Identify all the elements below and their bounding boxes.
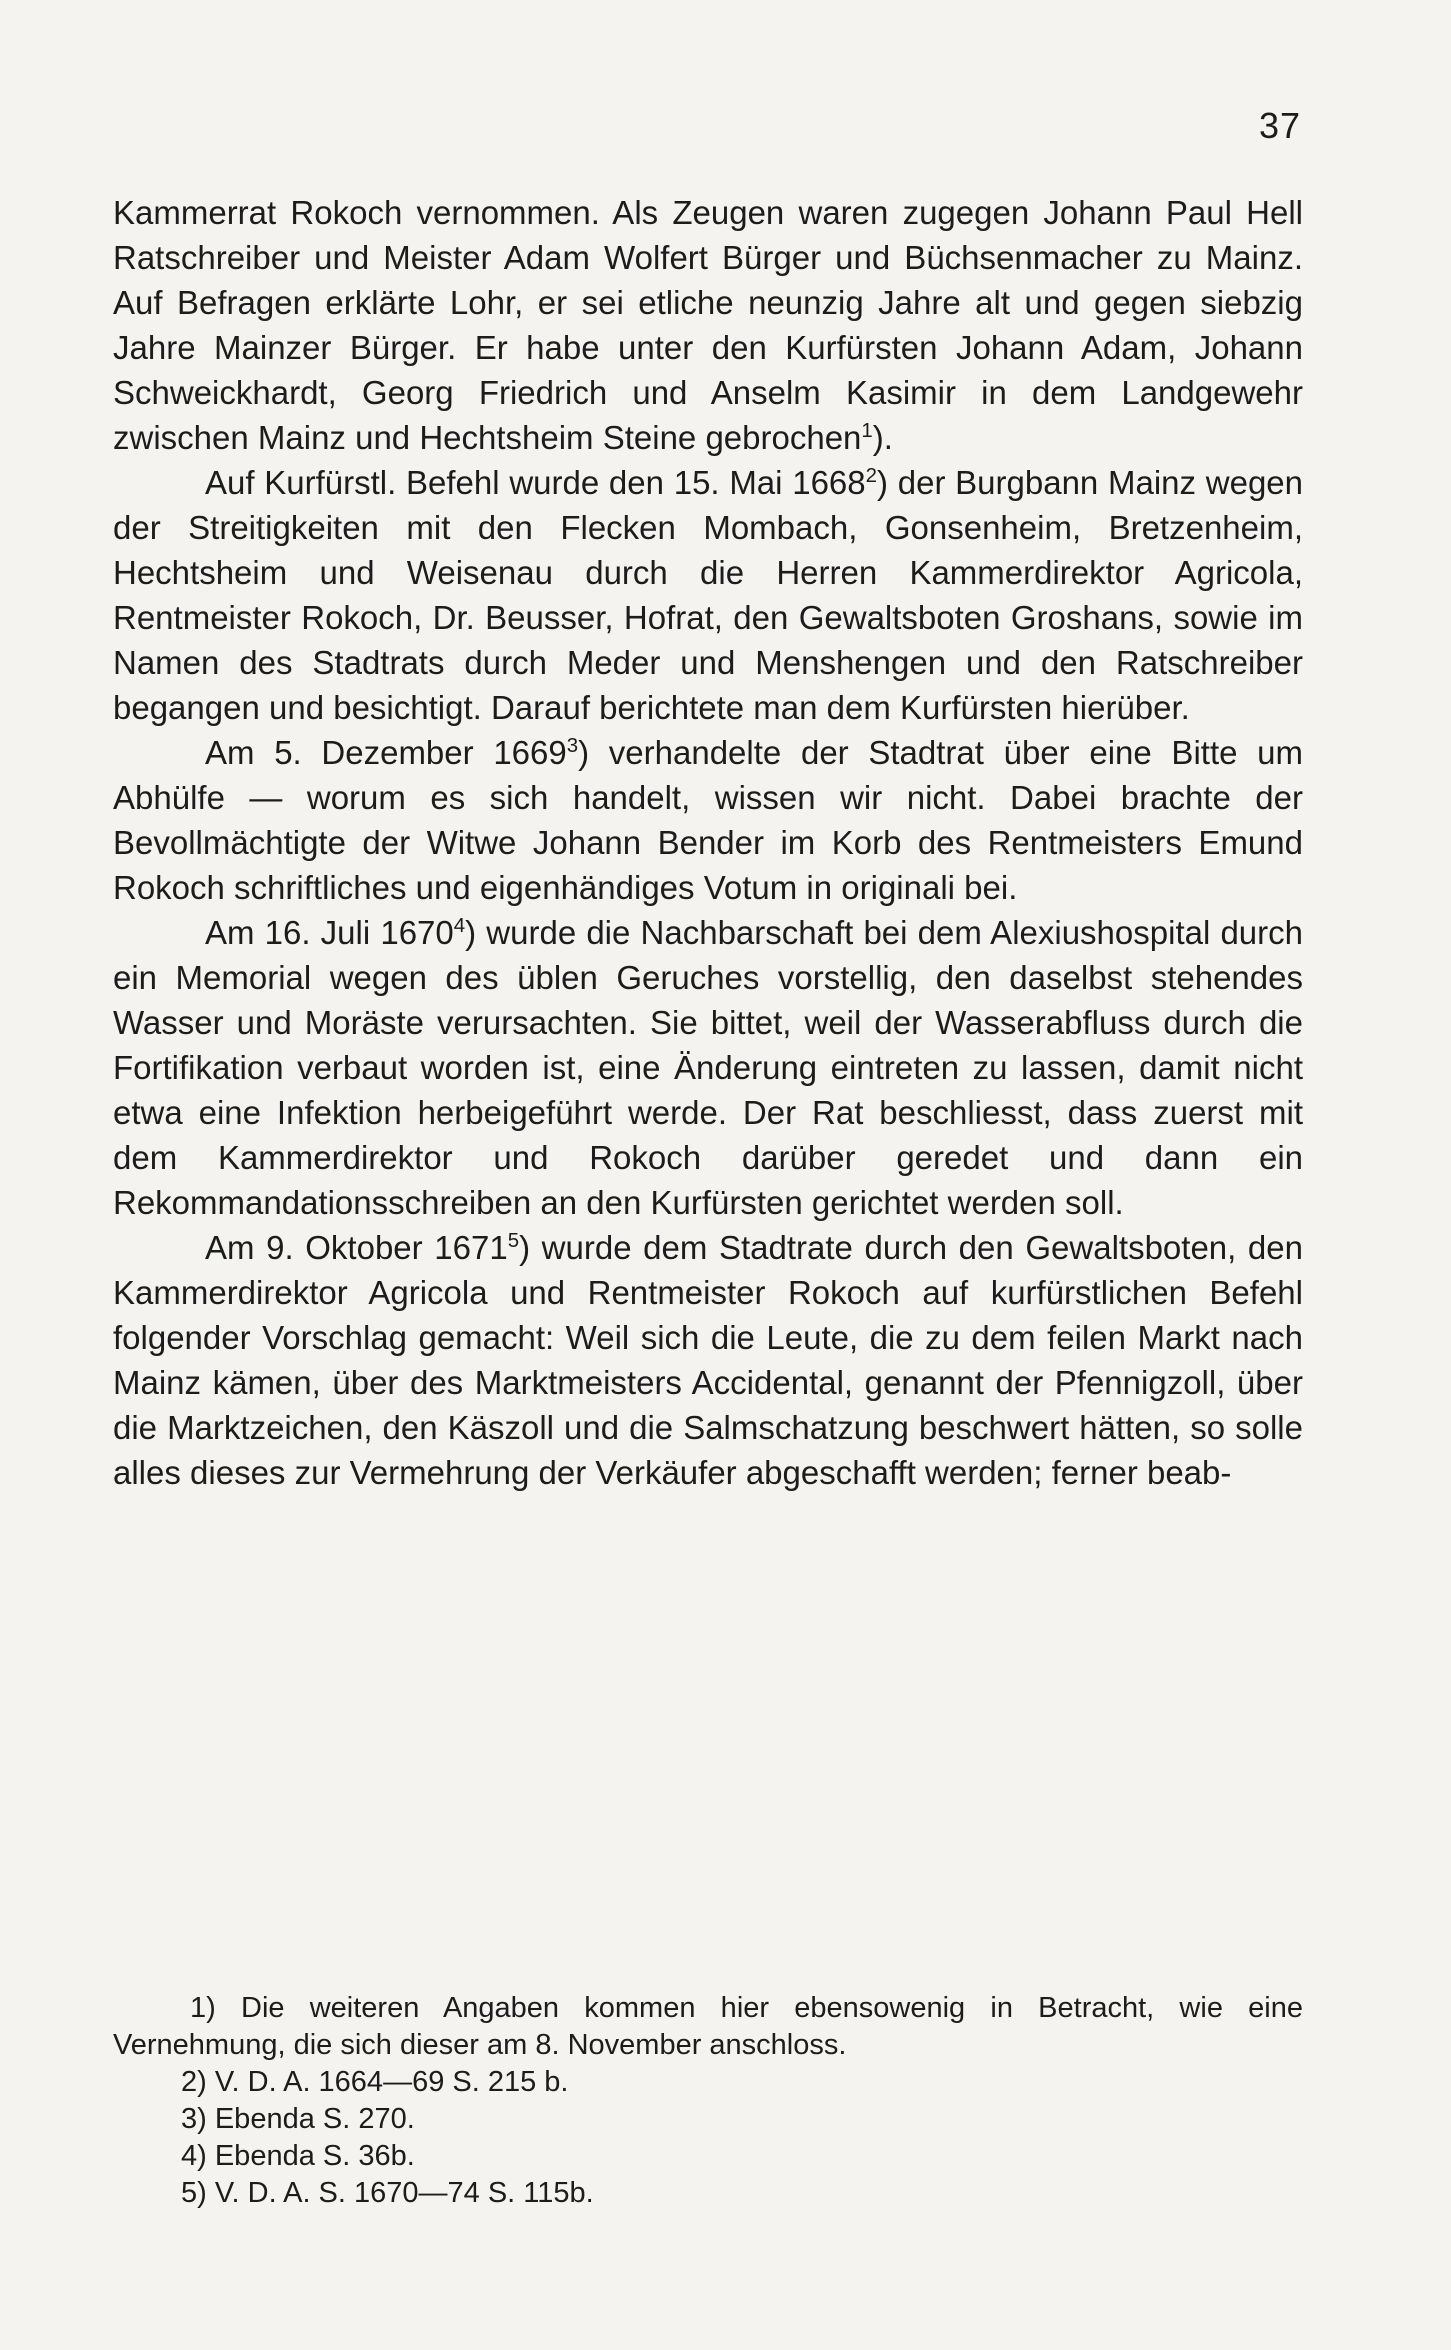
paragraph-text: ) der Burgbann Mainz wegen der Streitigkeiten mit den Flecken Mombach, Gonsenheim, Bretzenheim, Hechtsheim und Weisenau durch die Herren Kammerdirektor Agricola, Rentmeister Rokoch, Dr. Beusser, Hofrat, den Gewaltsboten Groshans, sowie im Namen des Stadtrats durch Meder und Menshengen und den Ratschreiber begangen und besichtigt. Darauf berichtete man dem Kurfürsten hierüber.: [113, 464, 1304, 726]
footnote-ref: 4: [453, 914, 466, 937]
footnote-ref: 2: [865, 464, 878, 487]
footnote: 4) Ebenda S. 36b.: [181, 2140, 415, 2172]
paragraph: [113, 460, 1303, 730]
footnote-ref: 5: [507, 1229, 520, 1252]
paragraph-text: ).: [872, 419, 893, 456]
body-text: [113, 190, 1303, 1495]
footnote: 1) Die weiteren Angaben kommen hier ebensowenig in Betracht, wie eine Vernehmung, die sich dieser am 8. November anschloss.: [113, 1992, 1303, 2061]
paragraph-text: Am 9. Oktober 1671: [205, 1229, 508, 1266]
footnote-ref: 3: [566, 734, 579, 757]
footnote: 2) V. D. A. 1664—69 S. 215 b.: [181, 2066, 569, 2098]
footnote: 5) V. D. A. S. 1670—74 S. 115b.: [181, 2177, 594, 2209]
footnotes: [113, 1990, 1303, 2212]
page-number: 37: [1258, 105, 1301, 146]
paragraph-text: Am 5. Dezember 1669: [205, 734, 567, 771]
paragraph: [113, 730, 1303, 910]
paragraph-text: Kammerrat Rokoch vernommen. Als Zeugen waren zugegen Johann Paul Hell Ratschreiber und Meister Adam Wolfert Bürger und Büchsenmacher zu Mainz. Auf Befragen erklärte Lohr, er sei etliche neunzig Jahre alt und gegen siebzig Jahre Mainzer Bürger. Er habe unter den Kurfürsten Johann Adam, Johann Schweickhardt, Georg Friedrich und Anselm Kasimir in dem Landgewehr zwischen Mainz und Hechtsheim Steine gebrochen: [113, 194, 1303, 456]
footnote: 3) Ebenda S. 270.: [181, 2103, 415, 2135]
paragraph-text: ) wurde die Nachbarschaft bei dem Alexiushospital durch ein Memorial wegen des üblen Geruches vorstellig, den daselbst stehendes Wasser und Moräste verursachten. Sie bittet, weil der Wasserabfluss durch die Fortifikation verbaut worden ist, eine Änderung eintreten zu lassen, damit nicht etwa eine Infektion herbeigeführt werde. Der Rat beschliesst, dass zuerst mit dem Kammerdirektor und Rokoch darüber geredet und dann ein Rekommandationsschreiben an den Kurfürsten gerichtet werden soll.: [113, 914, 1304, 1221]
paragraph: [113, 910, 1303, 1225]
paragraph: [113, 1225, 1303, 1495]
paragraph-text: Am 16. Juli 1670: [205, 914, 454, 951]
paragraph-text: ) verhandelte der Stadtrat über eine Bitte um Abhülfe — worum es sich handelt, wissen wir nicht. Dabei brachte der Bevollmächtigte der Witwe Johann Bender im Korb des Rentmeisters Emund Rokoch schriftliches und eigenhändiges Votum in originali bei.: [113, 734, 1304, 906]
paragraph: [113, 190, 1303, 460]
paragraph-text: ) wurde dem Stadtrate durch den Gewaltsboten, den Kammerdirektor Agricola und Rentmeister Rokoch auf kurfürstlichen Befehl folgender Vorschlag gemacht: Weil sich die Leute, die zu dem feilen Markt nach Mainz kämen, über des Marktmeisters Accidental, genannt der Pfennigzoll, über die Marktzeichen, den Käszoll und die Salmschatzung beschwert hätten, so solle alles dieses zur Vermehrung der Verkäufer abgeschafft werden; ferner beab-: [113, 1229, 1303, 1491]
paragraph-text: Auf Kurfürstl. Befehl wurde den 15. Mai 1668: [205, 464, 866, 501]
footnote-ref: 1: [861, 419, 873, 442]
